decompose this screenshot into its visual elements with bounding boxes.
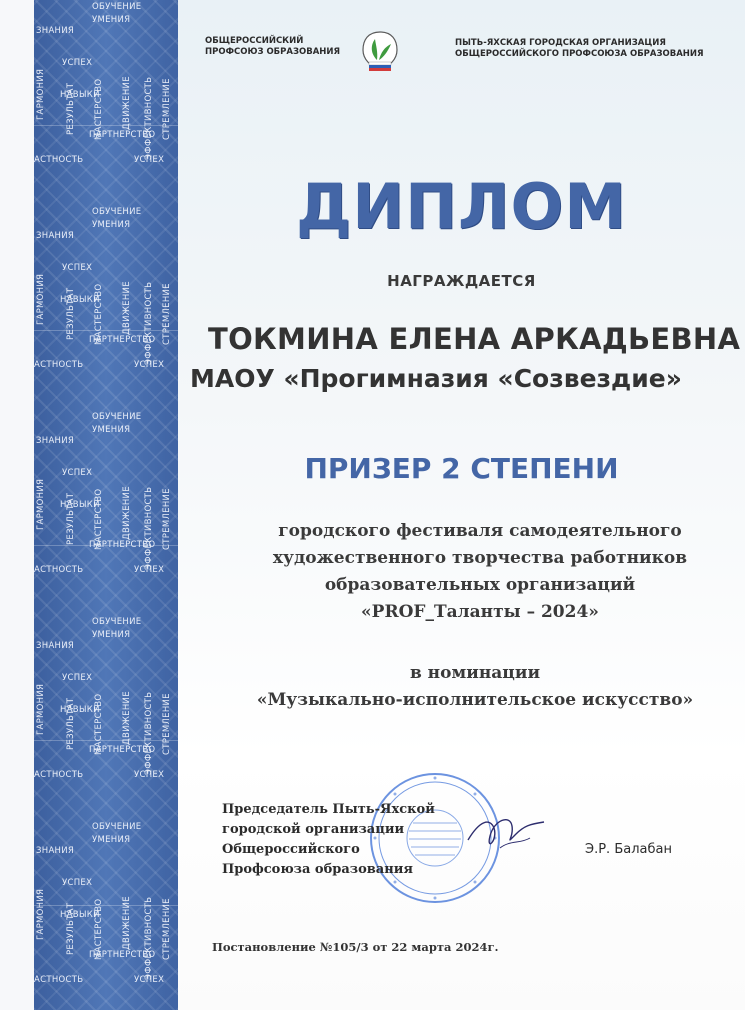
strip-word: РЕЗУЛЬТАТ <box>66 902 76 955</box>
strip-word: УСПЕХ <box>134 155 165 165</box>
strip-word: МАСТЕРСТВО <box>94 693 104 755</box>
header-left-line2: ПРОФСОЮЗ ОБРАЗОВАНИЯ <box>205 47 341 57</box>
strip-word: ДВИЖЕНИЕ <box>122 281 132 335</box>
strip-word: НАВЫКИ <box>60 705 100 715</box>
strip-word: СТРЕМЛЕНИЕ <box>162 693 172 755</box>
strip-word: ЭФФЕКТИВНОСТЬ <box>144 281 154 365</box>
strip-word: АСТНОСТЬ <box>34 360 84 370</box>
strip-word: АСТНОСТЬ <box>34 155 84 165</box>
strip-word: УСПЕХ <box>134 770 165 780</box>
strip-word: ЭФФЕКТИВНОСТЬ <box>144 486 154 570</box>
strip-word: ЭФФЕКТИВНОСТЬ <box>144 691 154 775</box>
strip-word: ГАРМОНИЯ <box>36 273 46 325</box>
strip-word: РЕЗУЛЬТАТ <box>66 82 76 135</box>
strip-word: УМЕНИЯ <box>92 425 131 435</box>
strip-word: АСТНОСТЬ <box>34 770 84 780</box>
strip-word: УСПЕХ <box>134 975 165 985</box>
strip-word: УМЕНИЯ <box>92 15 131 25</box>
strip-word: РЕЗУЛЬТАТ <box>66 287 76 340</box>
header-left-line1: ОБЩЕРОССИЙСКИЙ <box>205 36 304 46</box>
prize-title: ПРИЗЕР 2 СТЕПЕНИ <box>304 452 619 485</box>
strip-word: ДВИЖЕНИЕ <box>122 76 132 130</box>
signer-title-line: городской организации <box>222 822 405 837</box>
strip-word: УСПЕХ <box>134 565 165 575</box>
awarded-label: НАГРАЖДАЕТСЯ <box>387 272 536 290</box>
signer-name: Э.Р. Балабан <box>585 842 672 857</box>
header-right-line1: ПЫТЬ-ЯХСКАЯ ГОРОДСКАЯ ОРГАНИЗАЦИЯ <box>455 38 666 48</box>
strip-word: ГАРМОНИЯ <box>36 68 46 120</box>
strip-word: РЕЗУЛЬТАТ <box>66 492 76 545</box>
strip-word: СТРЕМЛЕНИЕ <box>162 898 172 960</box>
signer-title-line: Профсоюза образования <box>222 862 413 877</box>
strip-word: ПАРТНЕРСТВО <box>89 950 156 960</box>
strip-word: НАВЫКИ <box>60 910 100 920</box>
strip-word: МАСТЕРСТВО <box>94 78 104 140</box>
strip-word: УСПЕХ <box>62 673 93 683</box>
strip-word: ЭФФЕКТИВНОСТЬ <box>144 896 154 980</box>
strip-word: УСПЕХ <box>62 263 93 273</box>
header-right <box>455 38 704 60</box>
header-left <box>205 36 340 58</box>
diploma-title: ДИПЛОМ <box>296 170 627 243</box>
strip-word: МАСТЕРСТВО <box>94 898 104 960</box>
strip-word: ПАРТНЕРСТВО <box>89 335 156 345</box>
strip-word: ДВИЖЕНИЕ <box>122 896 132 950</box>
strip-word: ОБУЧЕНИЕ <box>92 2 142 12</box>
decorative-side-strip <box>34 0 178 1010</box>
strip-word: УМЕНИЯ <box>92 220 131 230</box>
strip-word: УМЕНИЯ <box>92 630 131 640</box>
strip-word: ЗНАНИЯ <box>36 26 75 36</box>
recipient-name: ТОКМИНА ЕЛЕНА АРКАДЬЕВНА <box>208 322 741 356</box>
strip-word: МАСТЕРСТВО <box>94 488 104 550</box>
strip-word: УСПЕХ <box>62 878 93 888</box>
decree-note: Постановление №105/3 от 22 марта 2024г. <box>212 940 499 954</box>
strip-word: НАВЫКИ <box>60 295 100 305</box>
strip-word: ОБУЧЕНИЕ <box>92 822 142 832</box>
handwritten-signature-icon <box>460 800 550 870</box>
festival-description <box>215 518 745 626</box>
strip-word: УСПЕХ <box>62 58 93 68</box>
strip-word: ОБУЧЕНИЕ <box>92 207 142 217</box>
strip-word: ЗНАНИЯ <box>36 641 75 651</box>
profunion-logo-icon <box>355 26 405 76</box>
recipient-organization: МАОУ «Прогимназия «Созвездие» <box>190 364 682 393</box>
signer-title-line: Председатель Пыть-Яхской <box>222 802 435 817</box>
strip-word: СТРЕМЛЕНИЕ <box>162 78 172 140</box>
strip-word: ЗНАНИЯ <box>36 231 75 241</box>
strip-word: ОБУЧЕНИЕ <box>92 617 142 627</box>
strip-word: ГАРМОНИЯ <box>36 888 46 940</box>
strip-word: НАВЫКИ <box>60 90 100 100</box>
signer-title <box>222 800 435 880</box>
strip-word: ОБУЧЕНИЕ <box>92 412 142 422</box>
strip-word: МАСТЕРСТВО <box>94 283 104 345</box>
strip-word: АСТНОСТЬ <box>34 565 84 575</box>
strip-word: ЭФФЕКТИВНОСТЬ <box>144 76 154 160</box>
strip-word: ЗНАНИЯ <box>36 846 75 856</box>
strip-word: УСПЕХ <box>62 468 93 478</box>
festival-line: городского фестиваля самодеятельного <box>278 521 682 541</box>
strip-word: ПАРТНЕРСТВО <box>89 745 156 755</box>
signer-title-line: Общероссийского <box>222 842 360 857</box>
strip-word: ГАРМОНИЯ <box>36 478 46 530</box>
strip-word: ДВИЖЕНИЕ <box>122 691 132 745</box>
festival-line: художественного творчества работников <box>272 548 688 568</box>
strip-word: ДВИЖЕНИЕ <box>122 486 132 540</box>
strip-word: РЕЗУЛЬТАТ <box>66 697 76 750</box>
strip-word: АСТНОСТЬ <box>34 975 84 985</box>
strip-word: ЗНАНИЯ <box>36 436 75 446</box>
nomination-name: «Музыкально-исполнительское искусство» <box>256 690 694 710</box>
strip-word: ПАРТНЕРСТВО <box>89 130 156 140</box>
strip-word: УСПЕХ <box>134 360 165 370</box>
festival-line: «PROF_Таланты – 2024» <box>361 602 599 622</box>
nomination-label: в номинации <box>409 663 541 683</box>
strip-word: ПАРТНЕРСТВО <box>89 540 156 550</box>
strip-word: НАВЫКИ <box>60 500 100 510</box>
strip-word: СТРЕМЛЕНИЕ <box>162 283 172 345</box>
nomination-block <box>205 660 745 714</box>
festival-line: образовательных организаций <box>324 575 636 595</box>
header-right-line2: ОБЩЕРОССИЙСКОГО ПРОФСОЮЗА ОБРАЗОВАНИЯ <box>455 49 704 59</box>
strip-word: СТРЕМЛЕНИЕ <box>162 488 172 550</box>
strip-word: УМЕНИЯ <box>92 835 131 845</box>
strip-word: ГАРМОНИЯ <box>36 683 46 735</box>
